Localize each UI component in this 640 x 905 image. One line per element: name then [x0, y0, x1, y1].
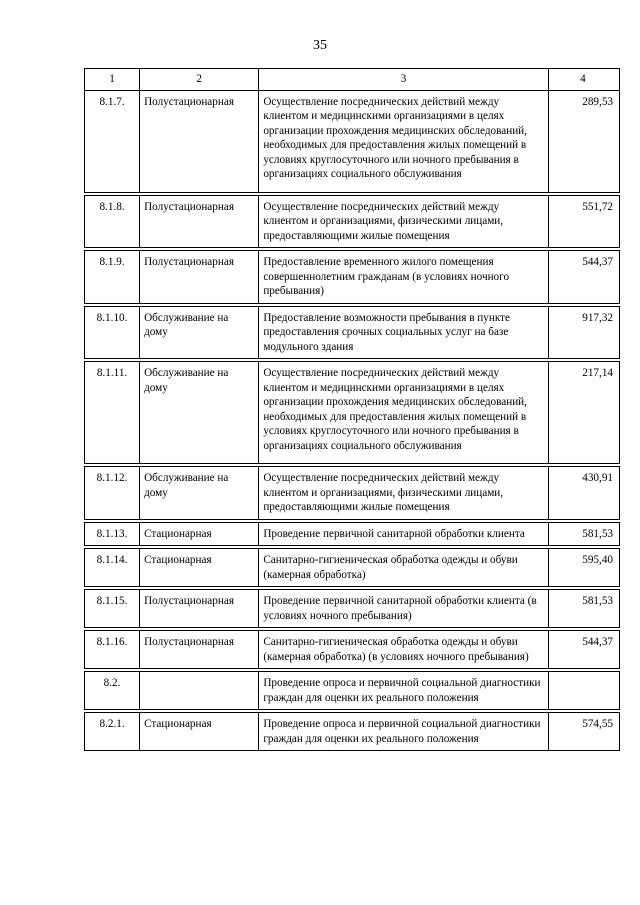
price-cell: 544,37: [548, 631, 619, 669]
code-cell: 8.1.11.: [85, 362, 140, 464]
table-row: [85, 522, 620, 546]
code-cell: 8.1.10.: [85, 306, 140, 359]
price-cell: 574,55: [548, 713, 619, 751]
table-body: [85, 90, 620, 751]
price-cell: 430,91: [548, 467, 619, 520]
service-form-cell: Полустационарная: [140, 590, 259, 628]
service-name-cell: Осуществление посреднических действий между клиентом и медицинскими организациями в целях организации прохождения медицинских обследований, необходимых для предоставления жилых помещений в условиях круглосуточного или ночного пребывания в организациях социального обслуживания: [259, 362, 549, 464]
page-number: 35: [313, 38, 327, 53]
service-form-cell: Обслуживание на дому: [140, 467, 259, 520]
price-cell: [548, 672, 619, 710]
service-form-cell: [140, 672, 259, 710]
table-row: [85, 306, 620, 359]
code-cell: 8.1.7.: [85, 90, 140, 192]
price-cell: 217,14: [548, 362, 619, 464]
code-cell: 8.1.12.: [85, 467, 140, 520]
service-name-cell: Проведение первичной санитарной обработки клиента: [259, 522, 549, 546]
table-row: [85, 90, 620, 192]
service-form-cell: Полустационарная: [140, 195, 259, 248]
service-form-cell: Обслуживание на дому: [140, 306, 259, 359]
code-cell: 8.1.16.: [85, 631, 140, 669]
code-cell: 8.1.13.: [85, 522, 140, 546]
table-row: [85, 590, 620, 628]
table-row: [85, 713, 620, 751]
service-name-cell: Осуществление посреднических действий между клиентом и медицинскими организациями в целях организации прохождения медицинских обследований, необходимых для предоставления жилых помещений в условиях круглосуточного или ночного пребывания в организациях социального обслуживания: [259, 90, 549, 192]
service-form-cell: Полустационарная: [140, 631, 259, 669]
service-name-cell: Санитарно-гигиеническая обработка одежды и обуви (камерная обработка): [259, 549, 549, 587]
table-row: [85, 467, 620, 520]
column-header-2: 2: [140, 69, 259, 91]
service-name-cell: Предоставление временного жилого помещения совершеннолетним гражданам (в условиях ночного пребывания): [259, 251, 549, 304]
service-form-cell: Стационарная: [140, 522, 259, 546]
code-cell: 8.1.9.: [85, 251, 140, 304]
tariff-table: [84, 68, 620, 751]
service-form-cell: Полустационарная: [140, 251, 259, 304]
service-form-cell: Обслуживание на дому: [140, 362, 259, 464]
table-row: [85, 195, 620, 248]
code-cell: 8.1.8.: [85, 195, 140, 248]
price-cell: 581,53: [548, 522, 619, 546]
table-row: [85, 631, 620, 669]
service-name-cell: Осуществление посреднических действий между клиентом и организациями, физическими лицами, предоставляющими жилые помещения: [259, 467, 549, 520]
service-form-cell: Стационарная: [140, 713, 259, 751]
code-cell: 8.1.15.: [85, 590, 140, 628]
code-cell: 8.1.14.: [85, 549, 140, 587]
table-row: [85, 672, 620, 710]
price-cell: 595,40: [548, 549, 619, 587]
price-cell: 581,53: [548, 590, 619, 628]
service-name-cell: Осуществление посреднических действий между клиентом и организациями, физическими лицами, предоставляющими жилые помещения: [259, 195, 549, 248]
service-form-cell: Полустационарная: [140, 90, 259, 192]
column-header-1: 1: [85, 69, 140, 91]
code-cell: 8.2.1.: [85, 713, 140, 751]
table-header-row: [85, 69, 620, 91]
service-name-cell: Санитарно-гигиеническая обработка одежды и обуви (камерная обработка) (в условиях ночного пребывания): [259, 631, 549, 669]
service-name-cell: Проведение первичной санитарной обработки клиента (в условиях ночного пребывания): [259, 590, 549, 628]
service-name-cell: Предоставление возможности пребывания в пункте предоставления срочных социальных услуг на базе модульного здания: [259, 306, 549, 359]
service-form-cell: Стационарная: [140, 549, 259, 587]
price-cell: 544,37: [548, 251, 619, 304]
price-cell: 289,53: [548, 90, 619, 192]
column-header-3: 3: [259, 69, 549, 91]
table-row: [85, 251, 620, 304]
code-cell: 8.2.: [85, 672, 140, 710]
table-row: [85, 549, 620, 587]
price-cell: 551,72: [548, 195, 619, 248]
price-cell: 917,32: [548, 306, 619, 359]
service-name-cell: Проведение опроса и первичной социальной диагностики граждан для оценки их реального положения: [259, 672, 549, 710]
service-name-cell: Проведение опроса и первичной социальной диагностики граждан для оценки их реального положения: [259, 713, 549, 751]
column-header-4: 4: [548, 69, 619, 91]
table-row: [85, 362, 620, 464]
